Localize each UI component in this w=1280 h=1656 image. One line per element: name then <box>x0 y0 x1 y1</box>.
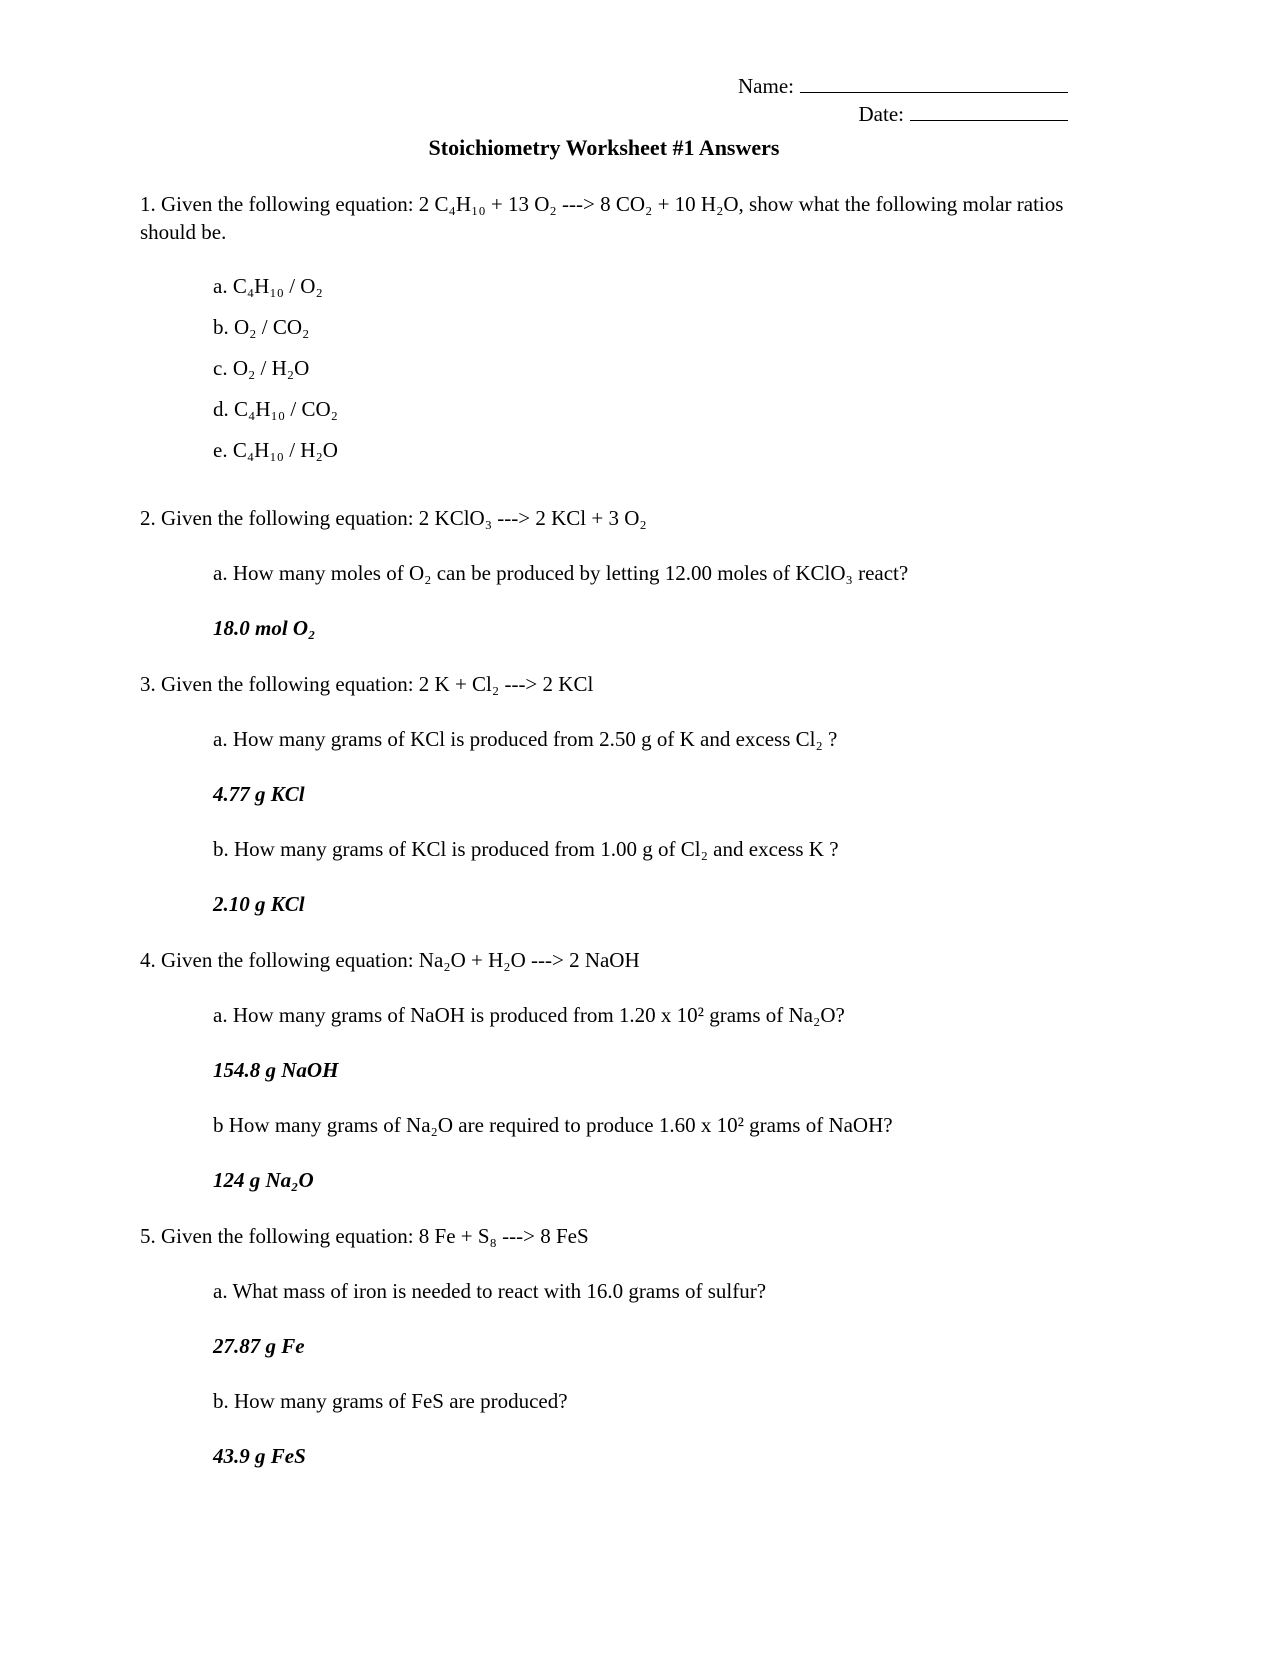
date-label: Date: <box>858 102 904 126</box>
problem-2 <box>140 504 1068 642</box>
problem-1-parts <box>140 272 1068 464</box>
problem-3-answer-a: 4.77 g KCl <box>213 782 305 806</box>
problem-3-answer-b: 2.10 g KCl <box>213 892 305 916</box>
problem-5-question-b: b. How many grams of FeS are produced? <box>213 1389 568 1413</box>
problem-5-intro: 5. Given the following equation: 8 Fe + S₈ ---> 8 FeS <box>140 1224 589 1248</box>
problem-1-part-e: e. C₄H₁₀ / H₂O <box>213 438 338 462</box>
problem-4-intro: 4. Given the following equation: Na₂O + H₂O ---> 2 NaOH <box>140 948 640 972</box>
problem-4-question-b: b How many grams of Na₂O are required to produce 1.60 x 10² grams of NaOH? <box>213 1113 893 1137</box>
problem-1-intro: 1. Given the following equation: 2 C₄H₁₀ + 13 O₂ ---> 8 CO₂ + 10 H₂O, show what the following molar ratios should be. <box>140 192 1064 244</box>
problem-3 <box>140 670 1068 918</box>
problem-4 <box>140 946 1068 1194</box>
problem-1-part-b: b. O₂ / CO₂ <box>213 315 310 339</box>
problem-5-answer-a: 27.87 g Fe <box>213 1334 305 1358</box>
problem-1 <box>140 190 1068 464</box>
problem-3-question-b: b. How many grams of KCl is produced from 1.00 g of Cl₂ and excess K ? <box>213 837 839 861</box>
problem-1-part-d: d. C₄H₁₀ / CO₂ <box>213 397 338 421</box>
problem-4-question-a: a. How many grams of NaOH is produced from 1.20 x 10² grams of Na₂O? <box>213 1003 845 1027</box>
problem-3-question-a: a. How many grams of KCl is produced from 2.50 g of K and excess Cl₂ ? <box>213 727 838 751</box>
problem-2-intro: 2. Given the following equation: 2 KClO₃ ---> 2 KCl + 3 O₂ <box>140 506 647 530</box>
problem-5 <box>140 1222 1068 1470</box>
date-row <box>140 100 1068 128</box>
problem-3-intro: 3. Given the following equation: 2 K + Cl₂ ---> 2 KCl <box>140 672 594 696</box>
problem-5-answer-b: 43.9 g FeS <box>213 1444 306 1468</box>
problem-5-question-a: a. What mass of iron is needed to react with 16.0 grams of sulfur? <box>213 1279 767 1303</box>
header-block <box>140 72 1068 128</box>
date-blank-line <box>910 101 1068 121</box>
name-label: Name: <box>738 74 794 98</box>
problem-1-part-c: c. O₂ / H₂O <box>213 356 310 380</box>
problem-4-answer-b: 124 g Na₂O <box>213 1168 314 1192</box>
name-row <box>140 72 1068 100</box>
problem-2-question-a: a. How many moles of O₂ can be produced by letting 12.00 moles of KClO₃ react? <box>213 561 909 585</box>
problem-4-answer-a: 154.8 g NaOH <box>213 1058 339 1082</box>
worksheet-title: Stoichiometry Worksheet #1 Answers <box>428 135 780 160</box>
name-blank-line <box>800 73 1068 93</box>
problem-1-part-a: a. C₄H₁₀ / O₂ <box>213 274 323 298</box>
problem-2-answer-a: 18.0 mol O₂ <box>213 616 316 640</box>
